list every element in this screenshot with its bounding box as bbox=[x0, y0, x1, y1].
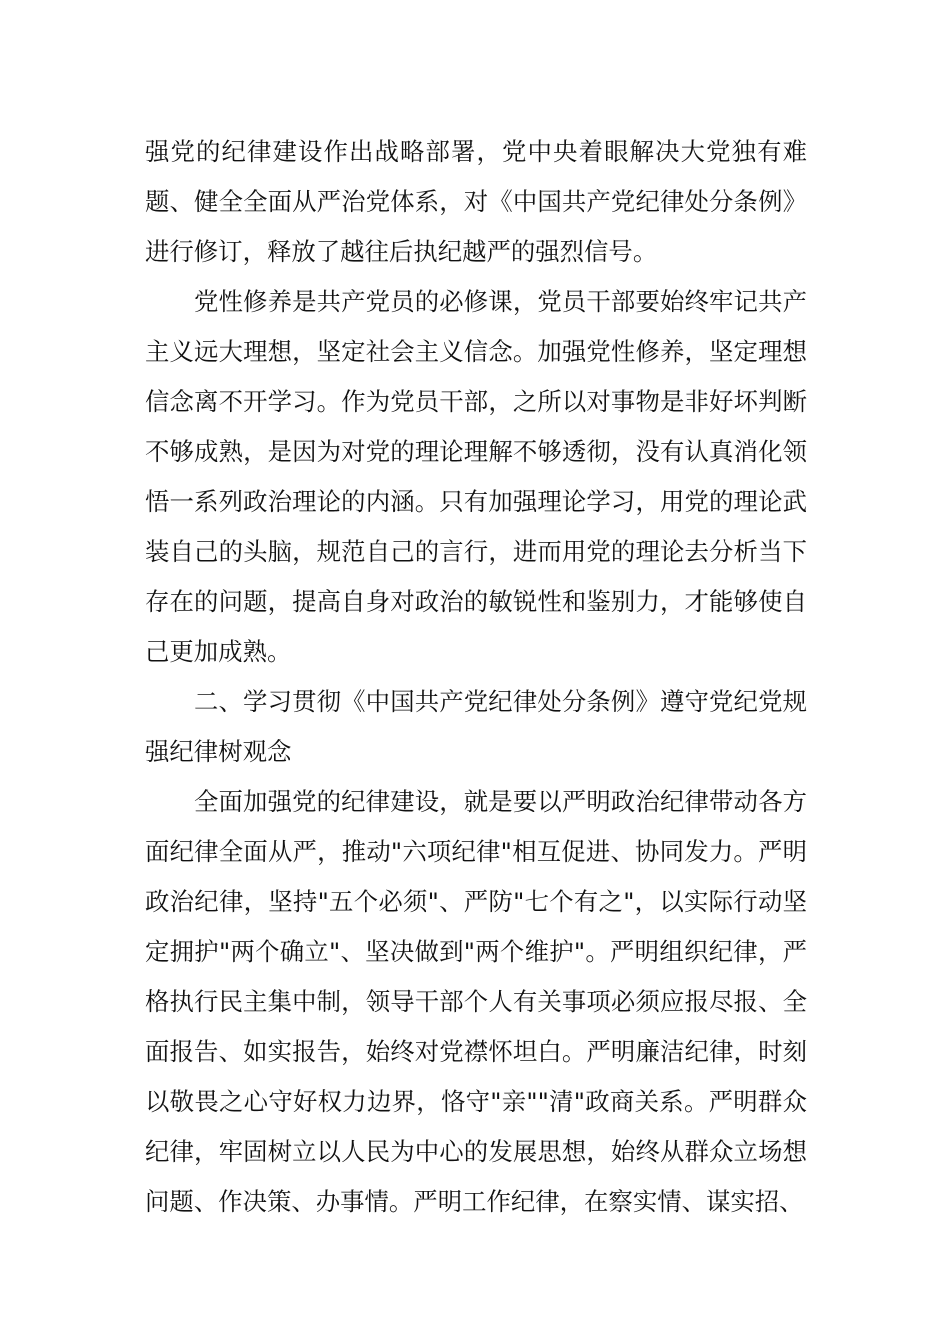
paragraph-continuation: 强党的纪律建设作出战略部署，党中央着眼解决大党独有难题、健全全面从严治党体系，对《中国共产党纪律处分条例》进行修订，释放了越往后执纪越严的强烈信号。 bbox=[145, 137, 807, 266]
section-heading: 二、学习贯彻《中国共产党纪律处分条例》遵守党纪党规强纪律树观念 bbox=[145, 687, 807, 766]
paragraph-party-spirit: 党性修养是共产党员的必修课，党员干部要始终牢记共产主义远大理想，坚定社会主义信念。加强党性修养，坚定理想信念离不开学习。作为党员干部，之所以对事物是非好坏判断不够成熟，是因为对党的理论理解不够透彻，没有认真消化领悟一系列政治理论的内涵。只有加强理论学习，用党的理论武装自己的头脑，规范自己的言行，进而用党的理论去分析当下存在的问题，提高自身对政治的敏锐性和鉴别力，才能够使自己更加成熟。 bbox=[145, 287, 807, 666]
document-body bbox=[145, 127, 807, 1227]
paragraph-discipline: 全面加强党的纪律建设，就是要以严明政治纪律带动各方面纪律全面从严，推动"六项纪律"相互促进、协同发力。严明政治纪律，坚持"五个必须"、严防"七个有之"，以实际行动坚定拥护"两个确立"、坚决做到"两个维护"。严明组织纪律，严格执行民主集中制，领导干部个人有关事项必须应报尽报、全面报告、如实报告，始终对党襟怀坦白。严明廉洁纪律，时刻以敬畏之心守好权力边界，恪守"亲""清"政商关系。严明群众纪律，牢固树立以人民为中心的发展思想，始终从群众立场想问题、作决策、办事情。严明工作纪律，在察实情、谋实招、 bbox=[145, 787, 807, 1216]
